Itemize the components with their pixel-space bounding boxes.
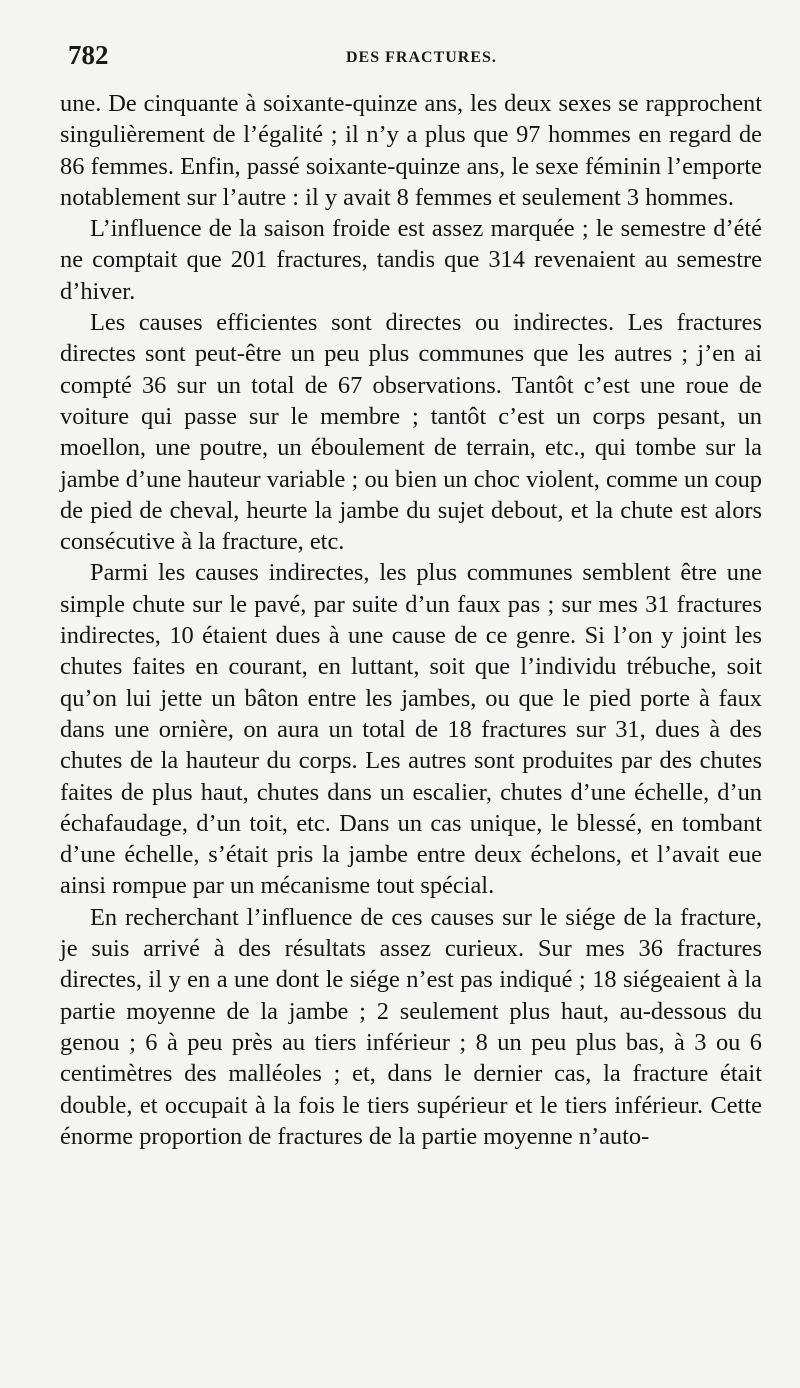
paragraph-fracture-site: En recherchant l’influence de ces causes sur le siége de la fracture, je suis arrivé à des résultats assez curieux. Sur mes 36 fractures directes, il y en a une dont le siége n’est pas indiqué ; 18 siégeaient à la partie moyenne de la jambe ; 2 seulement plus haut, au-dessous du genou ; 6 à peu près au tiers inférieur ; 8 un peu plus bas, à 3 ou 6 centimètres des malléoles ; et, dans le dernier cas, la fracture était double, et occupait à la fois le tiers supérieur et le tiers inférieur. Cette énorme proportion de fractures de la partie moyenne n’auto- xyxy=(60,903,762,1150)
paragraph-season: L’influence de la saison froide est assez marquée ; le semestre d’été ne comptait que 201 fractures, tandis que 314 revenaient au semestre d’hiver. xyxy=(60,215,762,305)
paragraph-indirect-causes: Parmi les causes indirectes, les plus communes semblent être une simple chute sur le pavé, par suite d’un faux pas ; sur mes 31 fractures indirectes, 10 étaient dues à une cause de ce genre. Si l’on y joint les chutes faites en courant, en luttant, soit que l’individu trébuche, soit qu’on lui jette un bâton entre les jambes, ou que le pied porte à faux dans une ornière, on aura un total de 18 fractures sur 31, dues à des chutes de la hauteur du corps. Les autres sont produites par des chutes faites de plus haut, chutes dans un escalier, chutes d’une échelle, d’un échafaudage, d’un toit, etc. Dans un cas unique, le blessé, en tombant d’une échelle, s’était pris la jambe entre deux échelons, et l’avait eue ainsi rompue par un mécanisme tout spécial. xyxy=(60,559,762,900)
running-title: DES FRACTURES. xyxy=(346,49,497,66)
page-header xyxy=(68,40,768,76)
paragraph-direct-causes: Les causes efficientes sont directes ou indirectes. Les fractures directes sont peut-être un peu plus communes que les autres ; j’en ai compté 36 sur un total de 67 observations. Tantôt c’est une roue de voiture qui passe sur le membre ; tantôt c’est un corps pesant, un moellon, une poutre, un éboulement de terrain, etc., qui tombe sur la jambe d’une hauteur variable ; ou bien un choc violent, comme un coup de pied de cheval, heurte la jambe du sujet debout, et la chute est alors consécutive à la fracture, etc. xyxy=(60,309,762,556)
page-number: 782 xyxy=(68,40,109,70)
paragraph-age-sex: une. De cinquante à soixante-quinze ans, les deux sexes se rapprochent singulièrement de l’égalité ; il n’y a plus que 97 hommes en regard de 86 femmes. Enfin, passé soixante-quinze ans, le sexe féminin l’emporte notablement sur l’autre : il y avait 8 femmes et seulement 3 hommes. xyxy=(60,90,762,211)
body-text xyxy=(60,88,762,1152)
